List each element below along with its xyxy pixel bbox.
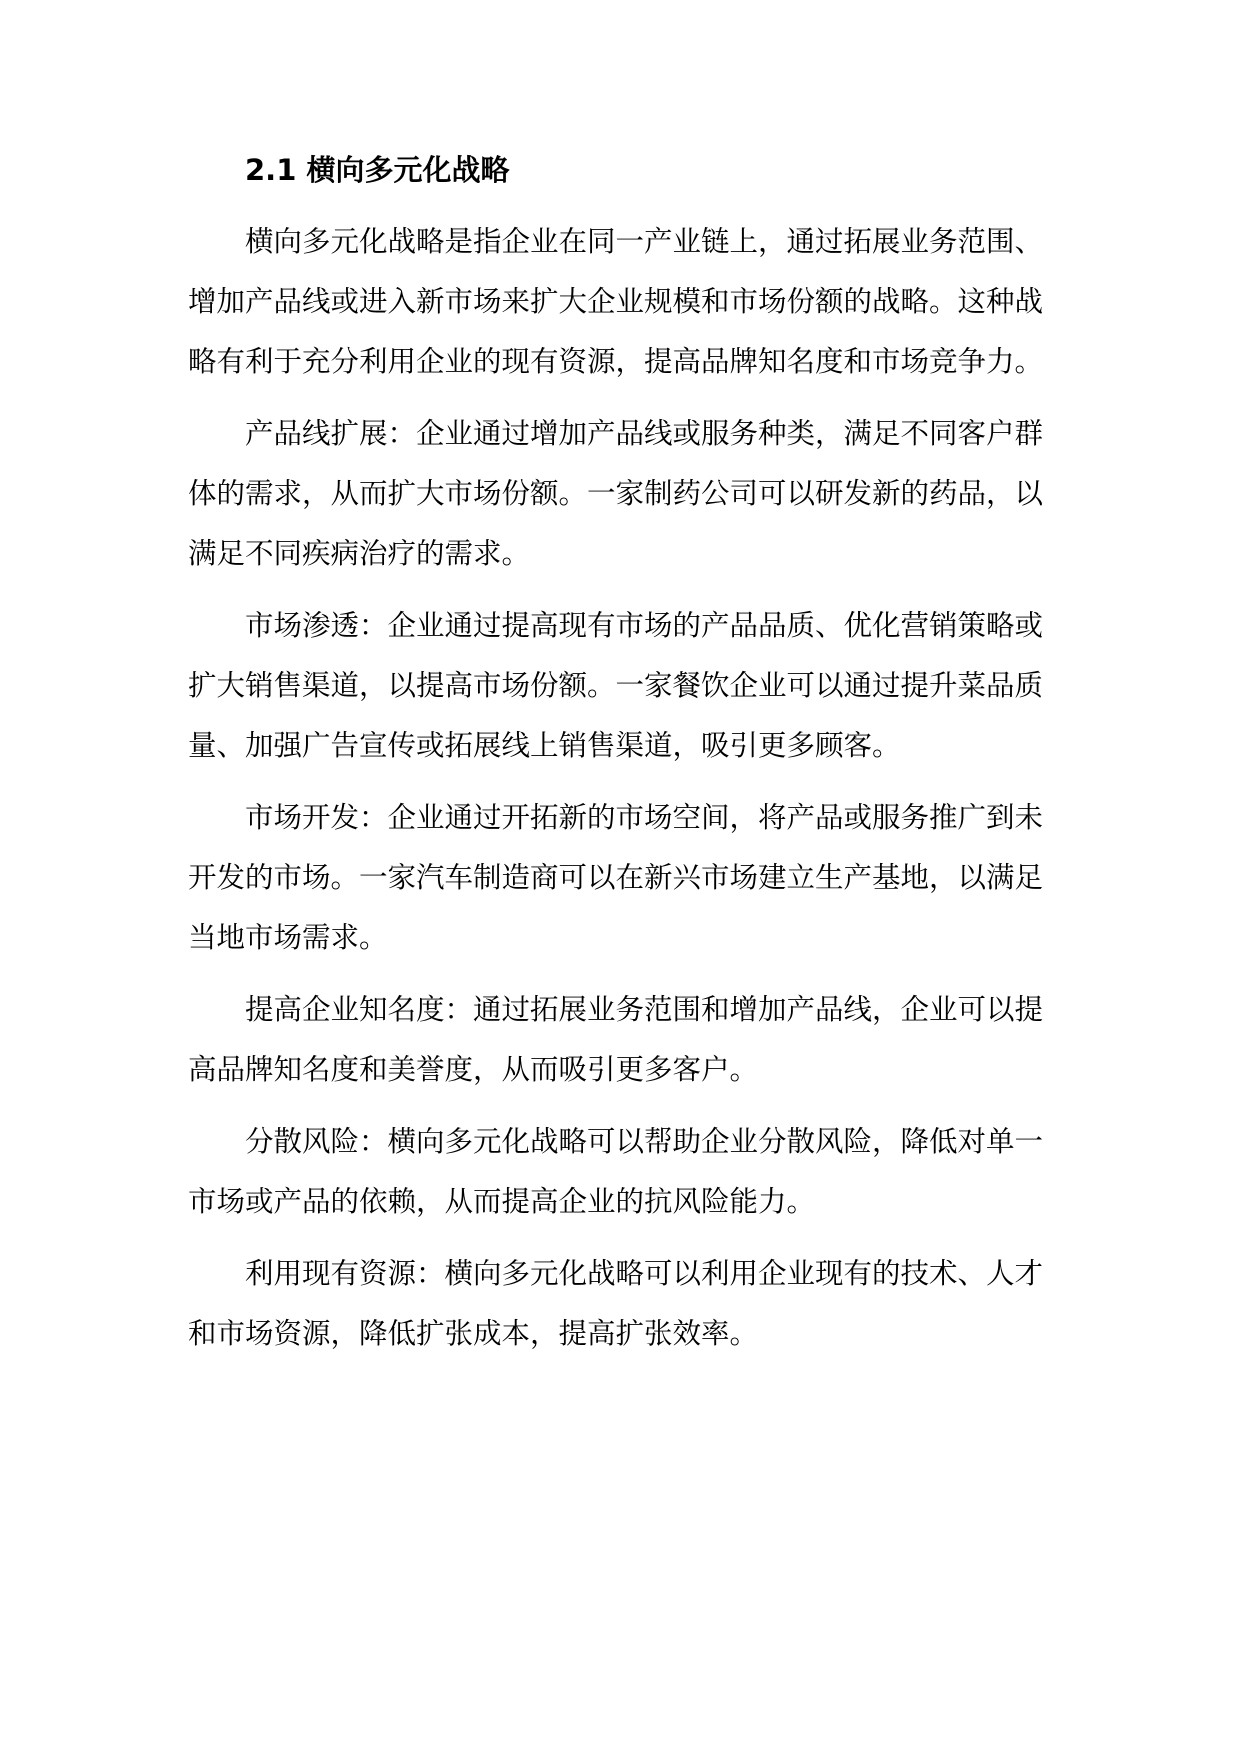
paragraph-intro: [188, 212, 1058, 392]
paragraph-product-line-expansion: [188, 404, 1058, 584]
paragraph-line: 扩大销售渠道，以提高市场份额。一家餐饮企业可以通过提升菜品质: [188, 669, 1044, 702]
paragraph-line: 横向多元化战略是指企业在同一产业链上，通过拓展业务范围、: [245, 225, 1044, 258]
paragraph-line: 量、加强广告宣传或拓展线上销售渠道，吸引更多顾客。: [188, 729, 901, 762]
paragraph-line: 分散风险：横向多元化战略可以帮助企业分散风险，降低对单一: [245, 1125, 1044, 1158]
paragraph-line: 产品线扩展：企业通过增加产品线或服务种类，满足不同客户群: [245, 417, 1044, 450]
paragraph-line: 提高企业知名度：通过拓展业务范围和增加产品线，企业可以提: [245, 993, 1044, 1026]
paragraph-market-penetration: [188, 596, 1058, 776]
paragraph-line: 满足不同疾病治疗的需求。: [188, 537, 531, 570]
paragraph-market-development: [188, 788, 1058, 968]
paragraph-line: 市场渗透：企业通过提高现有市场的产品品质、优化营销策略或: [245, 609, 1044, 642]
paragraph-line: 开发的市场。一家汽车制造商可以在新兴市场建立生产基地，以满足: [188, 861, 1044, 894]
paragraph-existing-resources: [188, 1244, 1058, 1364]
paragraph-line: 市场或产品的依赖，从而提高企业的抗风险能力。: [188, 1185, 816, 1218]
paragraph-brand-awareness: [188, 980, 1058, 1100]
document-body: [188, 140, 1058, 1376]
paragraph-line: 和市场资源，降低扩张成本，提高扩张效率。: [188, 1317, 759, 1350]
paragraph-line: 增加产品线或进入新市场来扩大企业规模和市场份额的战略。这种战: [188, 285, 1044, 318]
paragraph-line: 略有利于充分利用企业的现有资源，提高品牌知名度和市场竞争力。: [188, 345, 1044, 378]
paragraph-line: 市场开发：企业通过开拓新的市场空间，将产品或服务推广到未: [245, 801, 1044, 834]
paragraph-line: 当地市场需求。: [188, 921, 388, 954]
paragraph-line: 利用现有资源：横向多元化战略可以利用企业现有的技术、人才: [245, 1257, 1044, 1290]
paragraph-line: 体的需求，从而扩大市场份额。一家制药公司可以研发新的药品，以: [188, 477, 1044, 510]
section-heading: 2.1 横向多元化战略: [245, 153, 510, 187]
paragraph-risk-diversification: [188, 1112, 1058, 1232]
paragraph-line: 高品牌知名度和美誉度，从而吸引更多客户。: [188, 1053, 759, 1086]
